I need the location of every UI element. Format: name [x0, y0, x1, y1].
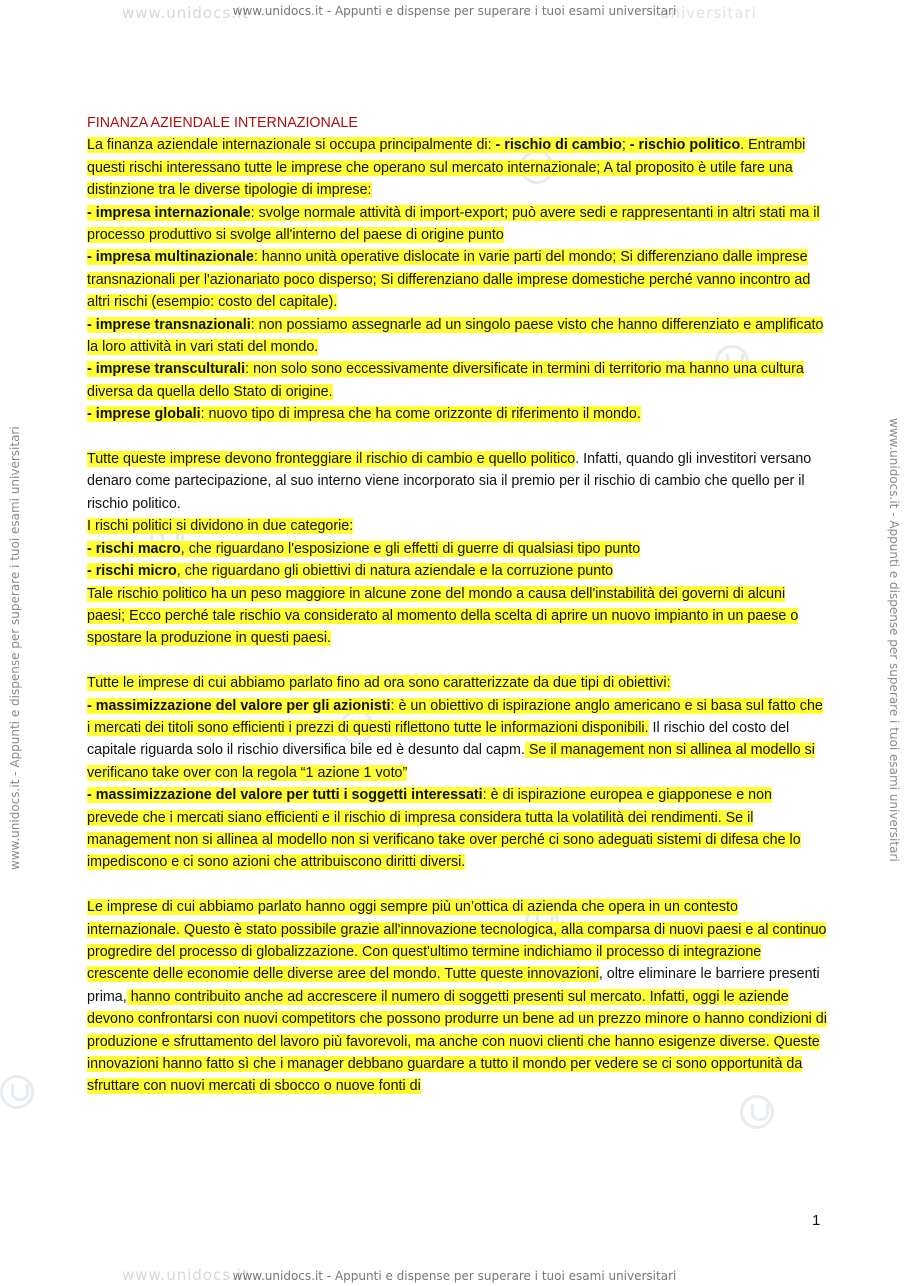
goal-description: : è un obiettivo di ispirazione anglo americano e si basa sul fatto che i mercati dei titoli sono efficienti i prezzi di questi riflettono tutte le informazioni disponibili.: [87, 697, 823, 736]
list-item: [87, 314, 827, 359]
document-body: [87, 112, 827, 1098]
list-item: [87, 538, 827, 560]
term-rischio-cambio: - rischio di cambio: [495, 137, 622, 154]
risk-name: - rischi micro: [87, 563, 177, 580]
list-item: [87, 358, 827, 403]
risk-description: , che riguardano gli obiettivi di natura aziendale e la corruzione punto: [176, 563, 614, 580]
goal-name: - massimizzazione del valore per tutti i soggetti interessati: [87, 787, 483, 804]
type-description: : nuovo tipo di impresa che ha come orizzonte di riferimento il mondo.: [200, 406, 641, 423]
watermark-logo-icon: [0, 1075, 34, 1109]
risks-intro: [87, 515, 827, 537]
header-watermark: www.unidocs.it - Appunti e dispense per superare i tuoi esami universitari: [232, 4, 677, 18]
type-name: - imprese transculturali: [87, 361, 246, 378]
final-text-1: Le imprese di cui abbiamo parlato hanno oggi sempre più un’ottica di azienda che opera in un contesto internazionale. Questo è stato possibile grazie all'innovazione tecnologica, alla comparsa di nuovi paesi e al continuo progredire del processo di globalizzazione. Con quest'ultimo termine indichiamo il processo di integrazione crescente delle economie delle diverse aree del mondo. Tutte queste innovazioni: [87, 899, 827, 983]
risk-highlight: Tutte queste imprese devono fronteggiare il rischio di cambio e quello politico: [87, 451, 576, 468]
type-description: : svolge normale attività di import-export; può avere sedi e rappresentanti in altri stati ma il processo produttivo si svolge all'interno del paese di origine punto: [87, 204, 820, 244]
intro-separator: ;: [621, 137, 630, 154]
document-title: FINANZA AZIENDALE INTERNAZIONALE: [87, 115, 358, 131]
intro-text: La finanza aziendale internazionale si occupa principalmente di:: [87, 137, 496, 154]
risk-text: . Infatti, quando gli investitori versano denaro come partecipazione, al suo interno viene incorporato sia il premio per il rischio di cambio che quello per il rischio politico.: [87, 451, 812, 512]
faint-watermark-bottom: www.unidocs.it: [122, 1266, 249, 1284]
type-name: - impresa internazionale: [87, 204, 251, 221]
paragraph-gap: [87, 426, 827, 448]
type-description: : hanno unità operative dislocate in varie parti del mondo; Si differenziano dalle imprese transnazionali per l'azionariato poco disperso; Si differenziano dalle imprese domestiche perché vanno incontro ad altri rischi (esempio: costo del capitale).: [87, 249, 811, 311]
intro-text-2: . Entrambi questi rischi interessano tutte le imprese che operano sul mercato internazionale; A tal proposito è utile fare una distinzione tra le diverse tipologie di imprese:: [87, 137, 806, 199]
faint-watermark-top-right: universitari: [660, 4, 757, 22]
type-name: - imprese globali: [87, 406, 201, 423]
list-item: [87, 246, 827, 313]
goals-intro-text: Tutte le imprese di cui abbiamo parlato fino ad ora sono caratterizzate da due tipi di obiettivi:: [87, 675, 671, 692]
risks-outro-text: Tale rischio politico ha un peso maggiore in alcune zone del mondo a causa dell'instabilità dei governi di alcuni paesi; Ecco perché tale rischio va considerato al momento della scelta di aprire un nuovo impianto in un paese o spostare la produzione in questi paesi.: [87, 585, 799, 647]
goal-description: : è di ispirazione europea e giapponese e non prevede che i mercati siano efficienti e il rischio di impresa considera tutta la volatilità dei rendimenti. Se il management non si allinea al modello non si verificano take over perché ci sono adeguati sistemi di difesa che lo impediscono e ci sono azioni che attribuiscono diritti diversi.: [87, 787, 801, 871]
list-item: [87, 784, 827, 874]
paragraph-gap: [87, 874, 827, 896]
final-paragraph: [87, 896, 827, 1098]
final-text-2: , oltre eliminare le barriere presenti prima,: [87, 966, 820, 1005]
final-text-3: hanno contribuito anche ad accrescere il numero di soggetti presenti sul mercato. Infatti, oggi le aziende devono confrontarsi con nuovi competitors che possono produrre un bene ad un prezzo minore o hanno condizioni di produzione e sfruttamento del lavoro più favorevoli, ma anche con nuovi clienti che hanno esigenze diverse. Queste innovazioni hanno fatto sì che i manager debbano guardare a tutto il mondo per vedere se ci sono opportunità da sfruttare con nuovi mercati di sbocco o nuove fonti di: [87, 988, 827, 1095]
term-rischio-politico: - rischio politico: [629, 137, 741, 154]
watermark-logo-icon: [740, 1095, 774, 1129]
list-item: [87, 695, 827, 785]
goal-description-2: Se il management non si allinea al modello si verificano take over con la regola “1 azione 1 voto”: [87, 742, 815, 781]
list-item: [87, 560, 827, 582]
type-description: : non possiamo assegnarle ad un singolo paese visto che hanno differenziato e amplificato la loro attività in vari stati del mondo.: [87, 316, 824, 356]
list-item: [87, 202, 827, 247]
footer-watermark: www.unidocs.it - Appunti e dispense per superare i tuoi esami universitari: [232, 1269, 677, 1283]
left-side-watermark: www.unidocs.it - Appunti e dispense per superare i tuoi esami universitari: [8, 426, 22, 870]
right-side-watermark: www.unidocs.it - Appunti e dispense per superare i tuoi esami universitari: [887, 418, 901, 862]
risk-description: , che riguardano l'esposizione e gli effetti di guerre di qualsiasi tipo punto: [180, 540, 641, 557]
goals-intro: [87, 672, 827, 694]
intro-paragraph: [87, 134, 827, 201]
risk-name: - rischi macro: [87, 540, 181, 557]
type-name: - imprese transnazionali: [87, 316, 251, 333]
type-name: - impresa multinazionale: [87, 249, 254, 266]
goal-name: - massimizzazione del valore per gli azionisti: [87, 697, 391, 714]
page-number: 1: [812, 1212, 821, 1229]
risks-outro: [87, 583, 827, 650]
goal-description-plain: Il rischio del costo del capitale riguarda solo il rischio diversifica bile ed è desunto dal capm.: [87, 719, 790, 759]
type-description: : non solo sono eccessivamente diversificate in termini di territorio ma hanno una cultura diversa da quella dello Stato di origine.: [87, 361, 804, 400]
list-item: [87, 403, 827, 425]
risks-intro-text: I rischi politici si dividono in due categorie:: [87, 518, 354, 535]
faint-watermark-top: www.unidocs.it: [122, 4, 249, 22]
paragraph-gap: [87, 650, 827, 672]
risk-paragraph: [87, 448, 827, 515]
